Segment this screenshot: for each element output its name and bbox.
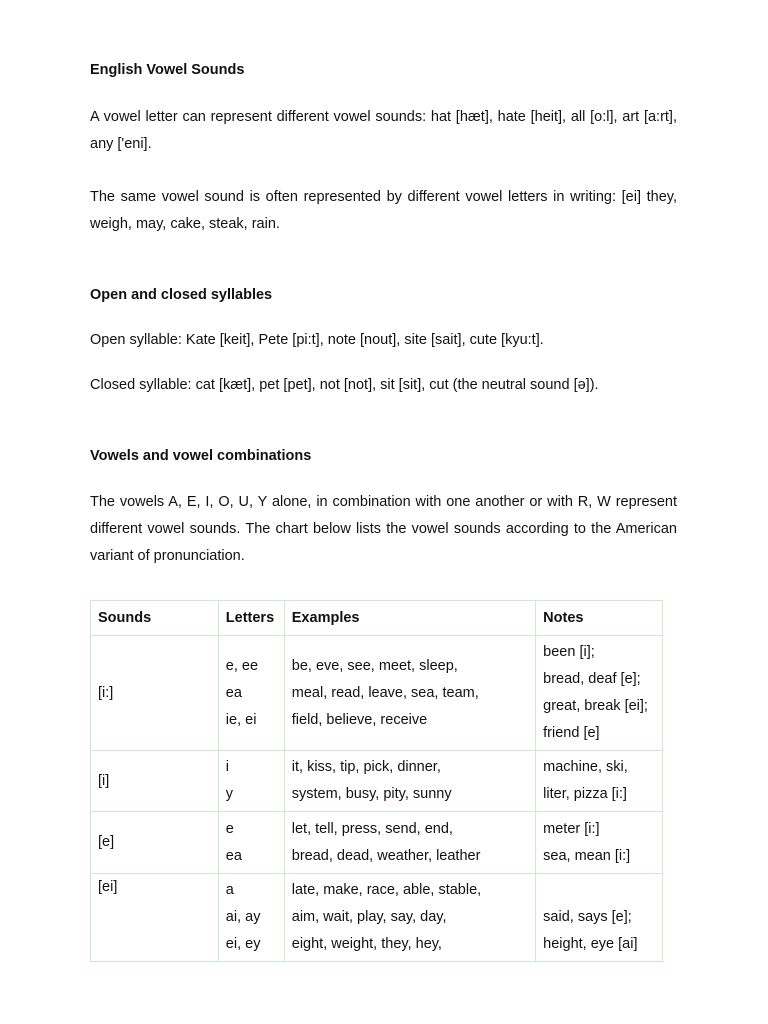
sound-cell: [i] <box>91 751 219 812</box>
column-header: Letters <box>218 601 284 636</box>
column-header: Examples <box>284 601 535 636</box>
sound-cell: [e] <box>91 812 219 874</box>
letters-cell: a ai, ay ei, ey <box>218 874 284 962</box>
notes-cell: machine, ski, liter, pizza [i:] <box>536 751 663 812</box>
table-row <box>91 874 663 962</box>
paragraph: The same vowel sound is often represented by different vowel letters in writing: [ei] they, weigh, may, cake, steak, rain. <box>90 189 677 232</box>
paragraph: Open syllable: Kate [keit], Pete [pi:t], note [nout], site [sait], cute [kyu:t]. <box>90 332 544 348</box>
examples-cell: be, eve, see, meet, sleep, meal, read, leave, sea, team, field, believe, receive <box>284 636 535 751</box>
letters-cell: e ea <box>218 812 284 874</box>
column-header: Sounds <box>91 601 219 636</box>
sound-cell: [i:] <box>91 636 219 751</box>
sound-cell: [ei] <box>91 874 219 962</box>
paragraph: The vowels A, E, I, O, U, Y alone, in combination with one another or with R, W represent different vowel sounds. The chart below lists the vowel sounds according to the American variant of pronunciation. <box>90 494 677 564</box>
table-row <box>91 812 663 874</box>
paragraph: Closed syllable: cat [kæt], pet [pet], not [not], sit [sit], cut (the neutral sound [ə]). <box>90 377 599 393</box>
notes-cell: said, says [e]; height, eye [ai] <box>536 874 663 962</box>
examples-cell: let, tell, press, send, end, bread, dead, weather, leather <box>284 812 535 874</box>
letters-cell: e, ee ea ie, ei <box>218 636 284 751</box>
table-header-row <box>91 601 663 636</box>
table-row <box>91 636 663 751</box>
notes-cell: been [i]; bread, deaf [e]; great, break [ei]; friend [e] <box>536 636 663 751</box>
paragraph: A vowel letter can represent different vowel sounds: hat [hæt], hate [heit], all [o:l], art [a:rt], any ['eni]. <box>90 109 677 152</box>
notes-cell: meter [i:] sea, mean [i:] <box>536 812 663 874</box>
page-title: English Vowel Sounds <box>90 62 245 78</box>
examples-cell: late, make, race, able, stable, aim, wait, play, say, day, eight, weight, they, hey, <box>284 874 535 962</box>
vowel-sounds-table <box>90 600 663 962</box>
letters-cell: i y <box>218 751 284 812</box>
section-heading: Vowels and vowel combinations <box>90 448 312 464</box>
examples-cell: it, kiss, tip, pick, dinner, system, busy, pity, sunny <box>284 751 535 812</box>
table-row <box>91 751 663 812</box>
column-header: Notes <box>536 601 663 636</box>
section-heading: Open and closed syllables <box>90 287 273 303</box>
